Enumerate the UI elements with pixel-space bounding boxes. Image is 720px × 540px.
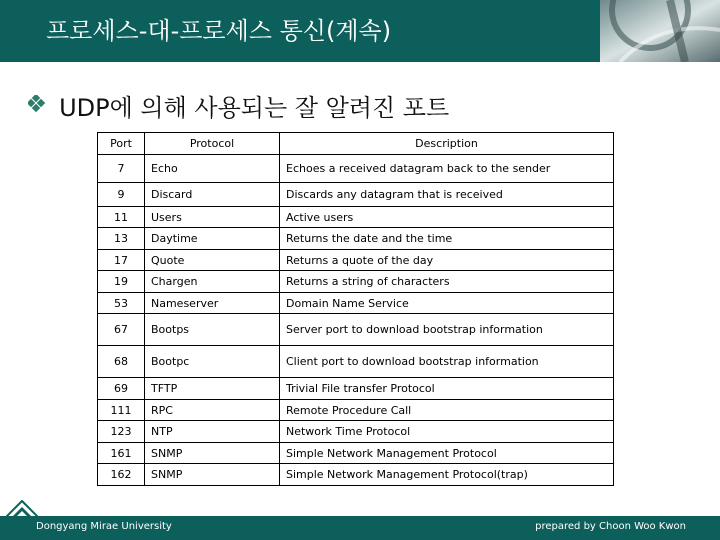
port-cell: 69 xyxy=(98,378,145,400)
table-row xyxy=(98,443,614,464)
port-cell: 67 xyxy=(98,314,145,346)
protocol-cell: Discard xyxy=(145,183,280,207)
protocol-cell: Echo xyxy=(145,155,280,183)
title-bar xyxy=(0,0,720,62)
diamond-bullet-icon xyxy=(28,95,46,113)
description-cell: Domain Name Service xyxy=(280,293,614,314)
description-cell: Active users xyxy=(280,207,614,228)
table-row xyxy=(98,421,614,443)
protocol-cell: TFTP xyxy=(145,378,280,400)
description-cell: Returns a string of characters xyxy=(280,271,614,293)
table-row xyxy=(98,400,614,421)
description-cell: Simple Network Management Protocol(trap) xyxy=(280,464,614,486)
protocol-cell: Chargen xyxy=(145,271,280,293)
port-cell: 17 xyxy=(98,250,145,271)
port-cell: 11 xyxy=(98,207,145,228)
port-cell: 68 xyxy=(98,346,145,378)
description-cell: Client port to download bootstrap information xyxy=(280,346,614,378)
table-row xyxy=(98,271,614,293)
port-cell: 19 xyxy=(98,271,145,293)
subtitle-row xyxy=(28,88,449,122)
port-cell: 162 xyxy=(98,464,145,486)
protocol-cell: Users xyxy=(145,207,280,228)
udp-ports-table xyxy=(97,132,613,486)
port-cell: 123 xyxy=(98,421,145,443)
slide-title: 프로세스-대-프로세스 통신(계속) xyxy=(46,17,392,45)
column-header-description: Description xyxy=(280,133,614,155)
table-row xyxy=(98,464,614,486)
footer-university: Dongyang Mirae University xyxy=(36,521,172,532)
description-cell: Returns a quote of the day xyxy=(280,250,614,271)
protocol-cell: Quote xyxy=(145,250,280,271)
footer-author: prepared by Choon Woo Kwon xyxy=(535,521,686,532)
column-header-port: Port xyxy=(98,133,145,155)
column-header-protocol: Protocol xyxy=(145,133,280,155)
protocol-cell: Daytime xyxy=(145,228,280,250)
protocol-cell: Bootps xyxy=(145,314,280,346)
port-cell: 9 xyxy=(98,183,145,207)
table-row xyxy=(98,378,614,400)
port-cell: 13 xyxy=(98,228,145,250)
port-cell: 161 xyxy=(98,443,145,464)
description-cell: Server port to download bootstrap information xyxy=(280,314,614,346)
table-row xyxy=(98,228,614,250)
table-row xyxy=(98,293,614,314)
table-row xyxy=(98,250,614,271)
port-cell: 111 xyxy=(98,400,145,421)
protocol-cell: SNMP xyxy=(145,443,280,464)
description-cell: Echoes a received datagram back to the sender xyxy=(280,155,614,183)
table-row xyxy=(98,346,614,378)
table-header-row xyxy=(98,133,614,155)
description-cell: Remote Procedure Call xyxy=(280,400,614,421)
table-row xyxy=(98,207,614,228)
footer-bar xyxy=(0,516,720,540)
protocol-cell: Nameserver xyxy=(145,293,280,314)
description-cell: Network Time Protocol xyxy=(280,421,614,443)
subtitle-text: UDP에 의해 사용되는 잘 알려진 포트 xyxy=(59,94,450,122)
port-cell: 7 xyxy=(98,155,145,183)
table-row xyxy=(98,155,614,183)
table-row xyxy=(98,314,614,346)
description-cell: Simple Network Management Protocol xyxy=(280,443,614,464)
description-cell: Returns the date and the time xyxy=(280,228,614,250)
protocol-cell: SNMP xyxy=(145,464,280,486)
protocol-cell: RPC xyxy=(145,400,280,421)
protocol-cell: Bootpc xyxy=(145,346,280,378)
decorative-corner-graphic xyxy=(600,0,720,62)
table-row xyxy=(98,183,614,207)
port-cell: 53 xyxy=(98,293,145,314)
description-cell: Discards any datagram that is received xyxy=(280,183,614,207)
protocol-cell: NTP xyxy=(145,421,280,443)
description-cell: Trivial File transfer Protocol xyxy=(280,378,614,400)
